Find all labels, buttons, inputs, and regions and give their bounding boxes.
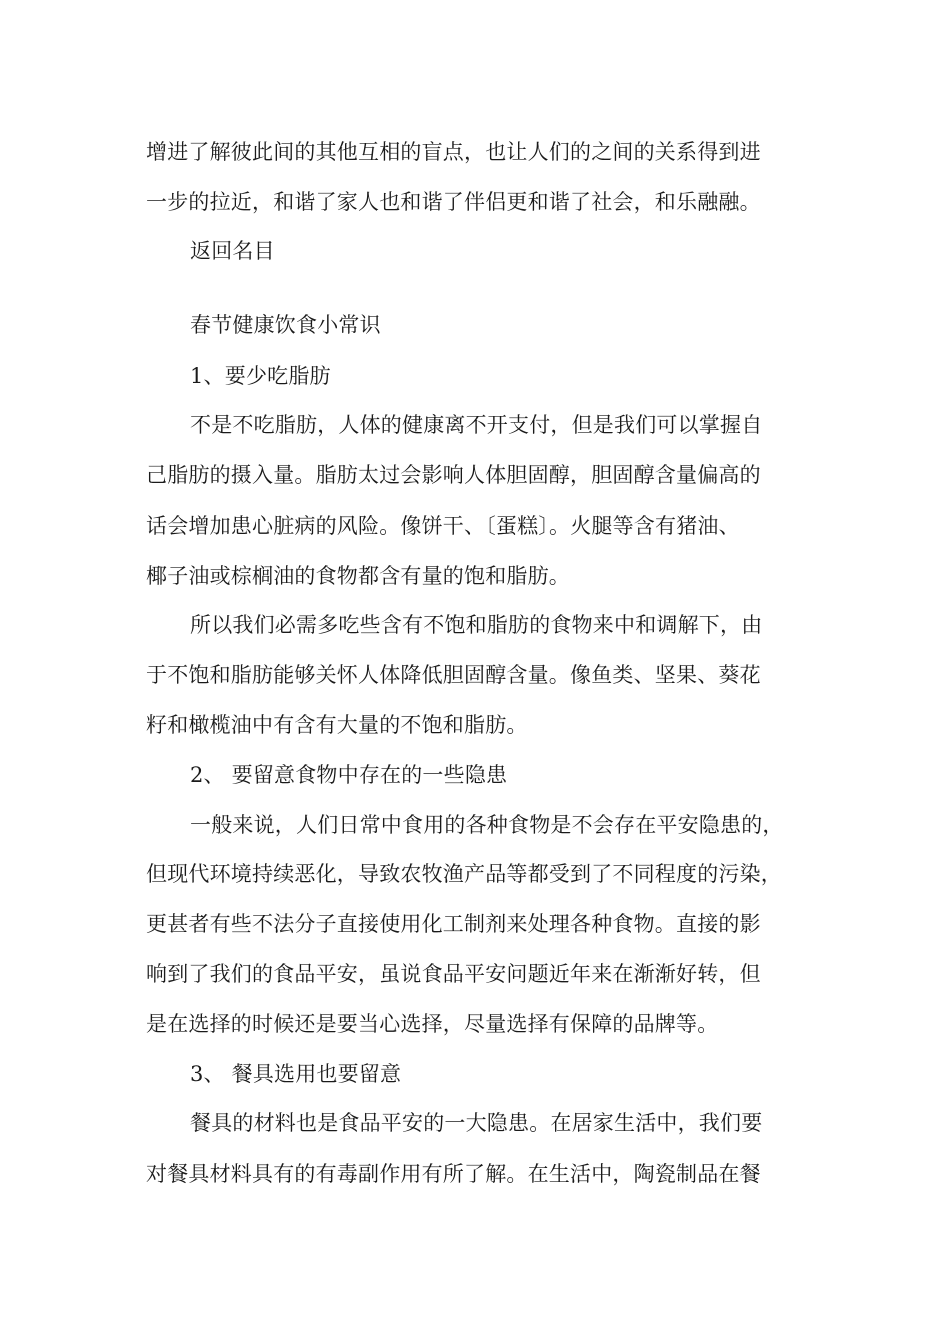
section-heading: 春节健康饮食小常识 [190, 313, 381, 337]
paragraph-line: 话会增加患心脏病的风险。像饼干、〔蛋糕〕。火腿等含有猪油、 [146, 514, 740, 538]
paragraph-line: 一般来说，人们日常中食用的各种食物是不会存在平安隐患的， [190, 813, 784, 837]
paragraph-line: 对餐具材料具有的有毒副作用有所了解。在生活中，陶瓷制品在餐 [146, 1162, 761, 1186]
paragraph-line: 于不饱和脂肪能够关怀人体降低胆固醇含量。像鱼类、坚果、葵花 [146, 663, 761, 687]
paragraph-line: 所以我们必需多吃些含有不饱和脂肪的食物来中和调解下，由 [190, 613, 763, 637]
paragraph-line: 但现代环境持续恶化，导致农牧渔产品等都受到了不同程度的污染， [146, 862, 782, 886]
paragraph-line: 是在选择的时候还是要当心选择，尽量选择有保障的品牌等。 [146, 1012, 719, 1036]
paragraph-line: 更甚者有些不法分子直接使用化工制剂来处理各种食物。直接的影 [146, 912, 761, 936]
return-toc-link[interactable]: 返回名目 [190, 239, 275, 263]
subheading-3: 3、 餐具选用也要留意 [190, 1062, 402, 1086]
subheading-1: 1、要少吃脂肪 [190, 364, 331, 388]
paragraph-line: 己脂肪的摄入量。脂肪太过会影响人体胆固醇，胆固醇含量偏高的 [146, 463, 761, 487]
paragraph-line: 增进了解彼此间的其他互相的盲点，也让人们的之间的关系得到进 [146, 140, 761, 164]
paragraph-line: 一步的拉近，和谐了家人也和谐了伴侣更和谐了社会，和乐融融。 [146, 190, 761, 214]
paragraph-line: 籽和橄榄油中有含有大量的不饱和脂肪。 [146, 713, 528, 737]
paragraph-line: 餐具的材料也是食品平安的一大隐患。在居家生活中，我们要 [190, 1111, 763, 1135]
paragraph-line: 响到了我们的食品平安，虽说食品平安问题近年来在渐渐好转，但 [146, 962, 761, 986]
paragraph-line: 不是不吃脂肪，人体的健康离不开支付，但是我们可以掌握自 [190, 413, 763, 437]
paragraph-line: 椰子油或棕榈油的食物都含有量的饱和脂肪。 [146, 564, 570, 588]
subheading-2: 2、 要留意食物中存在的一些隐患 [190, 763, 508, 787]
